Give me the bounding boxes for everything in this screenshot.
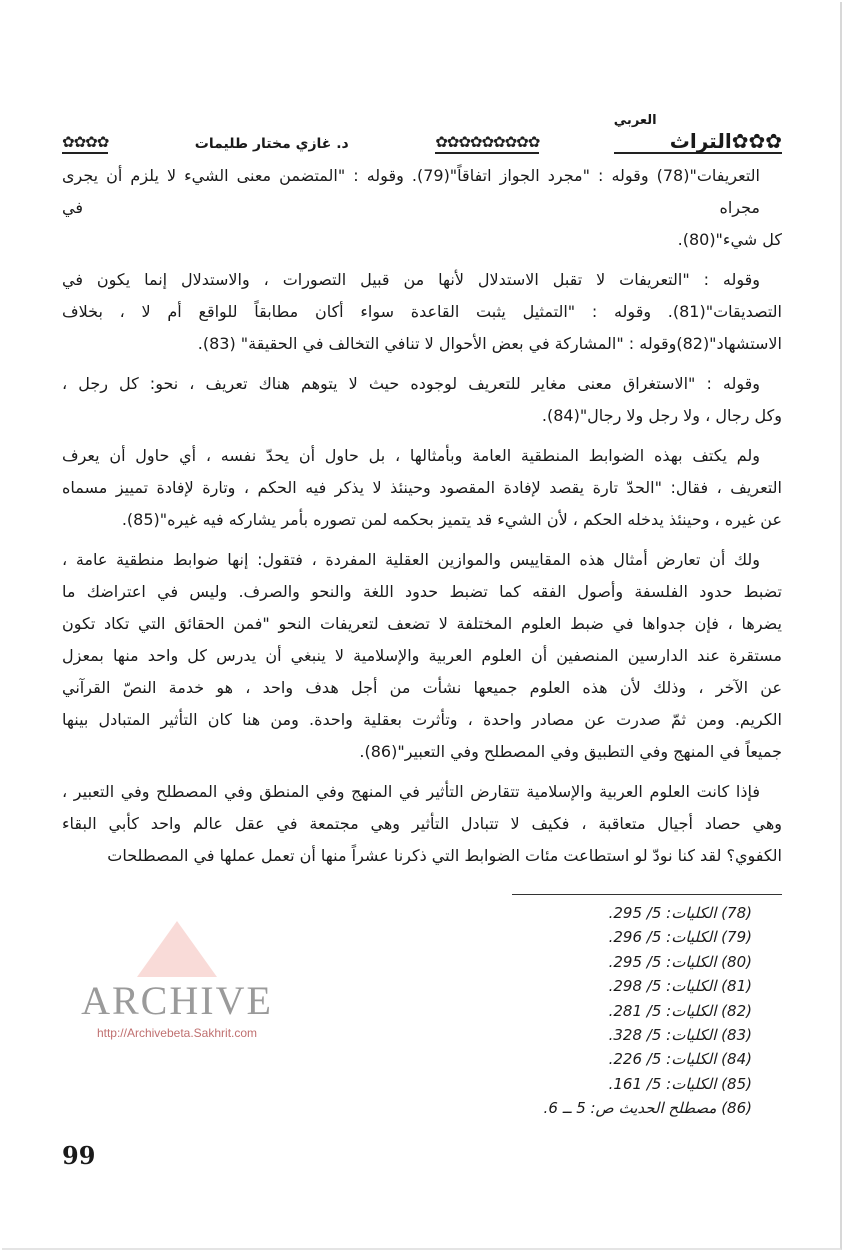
text-line: جميعاً في المنهج وفي التطبيق وفي المصطلح وفي التعبير"(86). (359, 742, 782, 761)
footnote: (81) الكليات: 5/ 298. (608, 977, 752, 996)
watermark-text: ARCHIVE (81, 978, 273, 1023)
book-title (613, 113, 782, 154)
text-line: تضبط حدود الفلسفة وأصول الفقه كما تضبط حدود اللغة والنحو والصرف. وليس في اعتراضك ما (62, 582, 782, 601)
lower-area (62, 901, 782, 1121)
paragraph (62, 368, 782, 432)
text-line: الاستشهاد"(82)وقوله : "المشاركة في بعض الأحوال لا تنافي التخالف في الحقيقة" (83). (197, 334, 782, 353)
watermark-logo (137, 921, 217, 977)
running-header (62, 113, 782, 154)
text-line: يضرها ، فإن جدواها في ضبط العلوم المختلفة لا تضعف لتعريفات النحو "فمن الحقائق التي تكاد تكون (62, 614, 782, 633)
footnote: (78) الكليات: 5/ 295. (608, 904, 752, 922)
footnote: (84) الكليات: 5/ 226. (608, 1050, 752, 1069)
text-line: عن غيره ، وحينئذ يدخله الحكم ، لأن الشيء قد يتميز بحكمه لمن تصوره بأمر يشاركه فيه غيره"(85). (121, 510, 782, 529)
footnotes (330, 901, 782, 1121)
footnote: (79) الكليات: 5/ 296. (608, 928, 752, 947)
footnote: (82) الكليات: 5/ 281. (608, 1001, 752, 1020)
text-line: وقوله : "التعريفات لا تقبل الاستدلال لأنها من قبيل التصورات ، والاستدلال إنما يكون في (62, 270, 760, 289)
footnote: (83) الكليات: 5/ 328. (608, 1026, 752, 1045)
title-raised: العربي (613, 113, 657, 128)
paragraph (62, 544, 782, 768)
text-line: التصديقات"(81). وقوله : "التمثيل يثبت القاعدة سواء أكان مطابقاً للواقع أم لا ، بخلاف (62, 302, 782, 321)
text-line: التعريفات"(78) وقوله : "مجرد الجواز اتفاقاً"(79). وقوله : "المتضمن معنى الشيء لا يلزم أن يجرى مجراه في (62, 166, 760, 217)
title-main: التراث (669, 129, 732, 153)
text-line: ولك أن تعارض أمثال هذه المقاييس والموازين العقلية المفردة ، فتقول: إنها ضوابط منطقية عامة ، (62, 550, 760, 569)
text-line: كل شيء"(80). (677, 230, 782, 249)
paragraph (62, 264, 782, 360)
watermark-url: http://Archivebeta.Sakhrit.com (96, 1026, 258, 1040)
footnote: (86) مصطلح الحديث ص: 5 ــ 6. (543, 1099, 752, 1118)
watermark (62, 901, 292, 1121)
text-line: الكريم. ومن ثمّ صدرت عن مصادر واحدة ، وتأثرت بعقلية واحدة. ومن هنا كان التأثير المتبادل بينها (62, 710, 782, 729)
footnote: (80) الكليات: 5/ 295. (608, 952, 752, 971)
page-number: 99 (62, 1140, 96, 1170)
text-line: عن الآخر ، وذلك لأن هذه العلوم جميعها نشأت من أجل هدف واحد ، هو خدمة النصّ القرآني (62, 678, 782, 697)
footnote-separator (512, 894, 782, 895)
stars-ornament: ✿✿✿✿ (62, 132, 108, 154)
footnote: (85) الكليات: 5/ 161. (608, 1074, 752, 1093)
author-name: د. غازي مختار طليمات (194, 136, 349, 152)
text-line: الكفوي؟ لقد كنا نودّ لو استطاعت مئات الضوابط التي ذكرنا عشراً منها أن تعمل عملها في المصطلحات (107, 846, 782, 865)
paragraph (62, 776, 782, 872)
paragraph (62, 160, 782, 256)
stars-ornament: ✿✿✿✿✿✿✿✿✿ (435, 132, 539, 154)
text-line: فإذا كانت العلوم العربية والإسلامية تتقارض التأثير في المنهج وفي المنطق وفي المصطلح وفي التعبير ، (62, 782, 760, 801)
body-text (62, 160, 782, 880)
text-line: وهي حصاد أجيال متعاقبة ، فكيف لا تتبادل التأثير وهي مجتمعة في عقل عالم واحد كأبي البقاء (62, 814, 782, 833)
text-line: وقوله : "الاستغراق معنى مغاير للتعريف لوجوده حيث لا يتوهم هناك تعريف ، نحو: كل رجل ، (62, 374, 760, 393)
text-line: مستقرة عند الدارسين المنصفين أن العلوم العربية والإسلامية لا ينبغي أن يدرس كل واحد منها بمعزل (62, 646, 782, 665)
page-content (62, 160, 782, 1171)
text-line: وكل رجال ، ولا رجل ولا رجال"(84). (541, 406, 782, 425)
text-line: التعريف ، فقال: "الحدّ تارة يقصد لإفادة المقصود وحينئذ لا يذكر فيه الحكم ، وتارة لإفادة تمييز مسماه (62, 478, 782, 497)
paragraph (62, 440, 782, 536)
stars-ornament: ✿✿✿ (731, 129, 782, 153)
text-line: ولم يكتف بهذه الضوابط المنطقية العامة وبأمثالها ، بل حاول أن يحدّ نفسه ، أي حاول أن يعرف (62, 446, 760, 465)
